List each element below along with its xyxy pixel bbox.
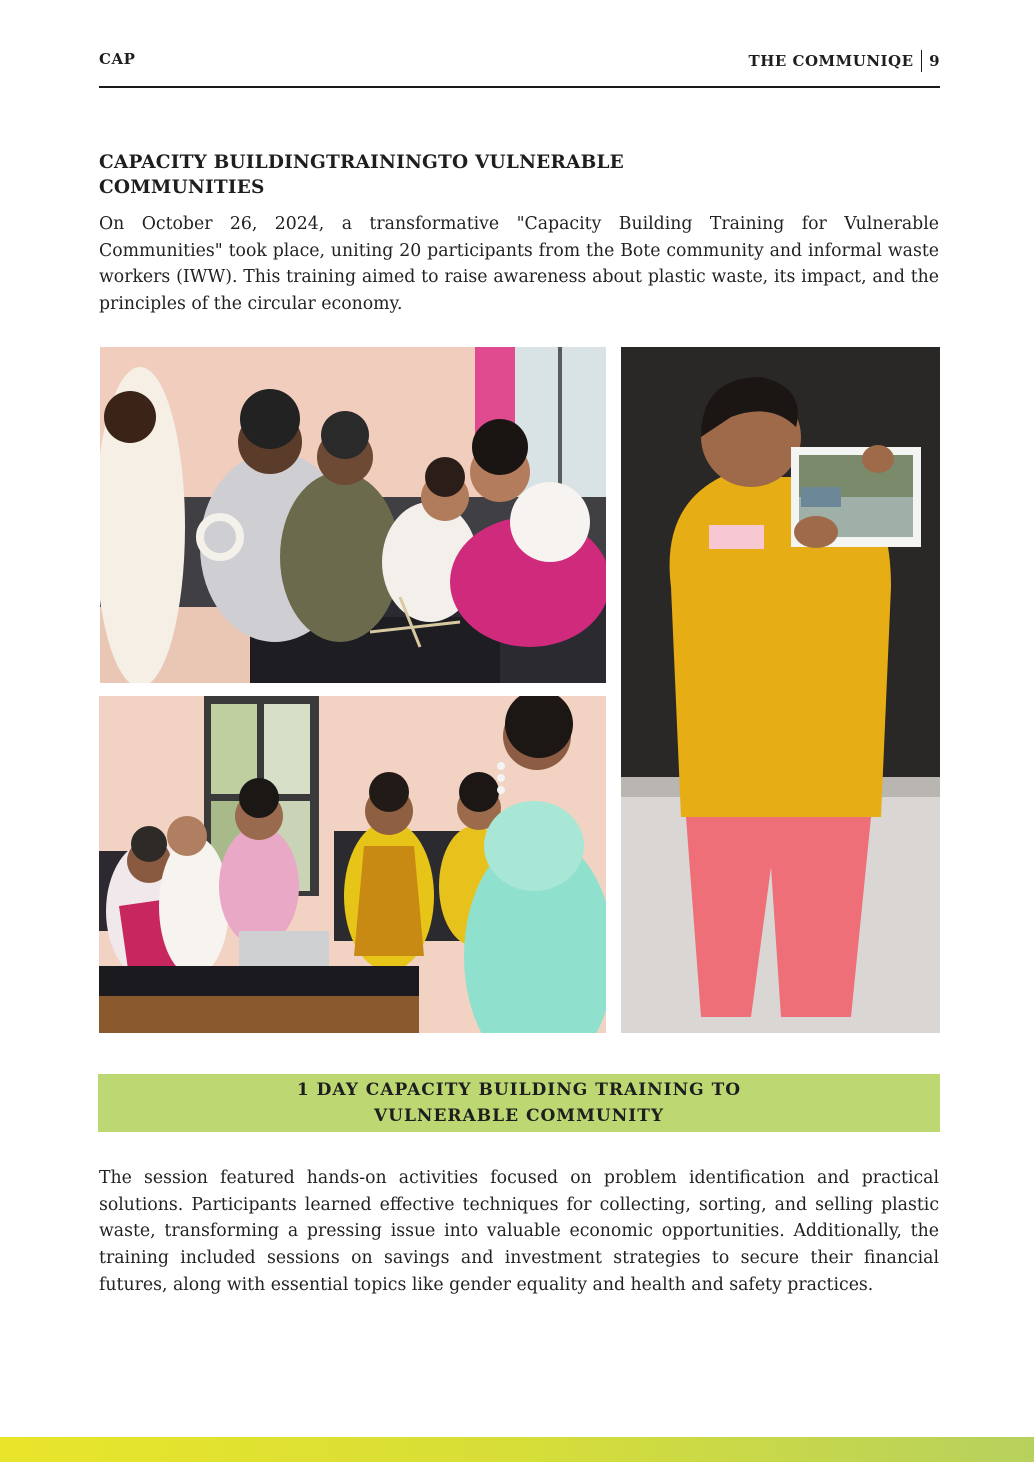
banner-line-2: VULNERABLE COMMUNITY [373,1106,665,1126]
photo-group-activity [100,347,606,683]
banner-line-1: 1 DAY CAPACITY BUILDING TRAINING TO [296,1080,742,1100]
page-header [99,48,940,88]
photo-presenter [621,347,940,1033]
article-title [99,150,679,200]
page-number: 9 [929,52,940,70]
article-title-line-1: CAPACITY BUILDINGTRAININGTO VULNERABLE [99,152,624,173]
article-title-line-2: COMMUNITIES [99,177,265,198]
header-divider [921,50,923,72]
header-publisher: CAP [99,50,136,68]
header-publication-title: THE COMMUNIQE [748,52,914,70]
intro-paragraph: On October 26, 2024, a transformative "Capacity Building Training for Vulnerable Communities" took place, uniting 20 participants from the Bote community and informal waste workers (IWW). This training aimed to raise awareness about plastic waste, its impact, and the principles of the circular economy. [99,214,939,315]
footer-gradient-bar [0,1437,1034,1462]
body-paragraph: The session featured hands-on activities focused on problem identification and practical solutions. Participants learned effective techniques for collecting, sorting, and selling plastic waste, transforming a pressing issue into valuable economic opportunities. Additionally, the training included sessions on savings and investment strategies to secure their financial futures, along with essential topics like gender equality and health and safety practices. [99,1168,939,1295]
photo-seated-participants [99,696,606,1033]
header-publication [749,50,940,72]
section-banner [98,1074,940,1132]
